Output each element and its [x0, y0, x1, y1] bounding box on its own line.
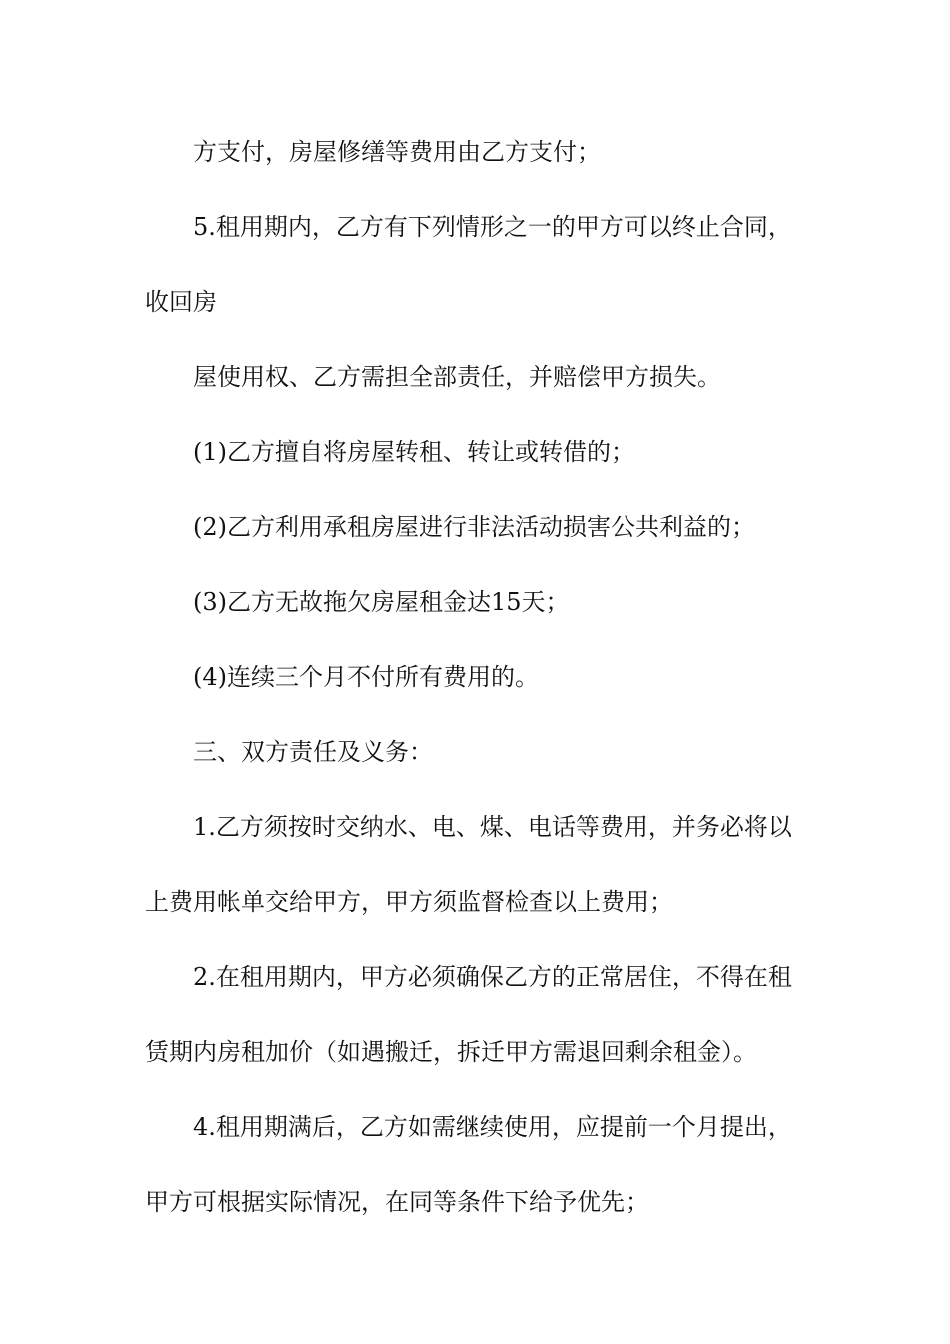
- list-item: (1)乙方擅自将房屋转租、转让或转借的；: [193, 438, 635, 466]
- list-item: (4)连续三个月不付所有费用的。: [193, 663, 539, 691]
- clause-5-heading: 5.租用期内，乙方有下列情形之一的甲方可以终止合同，: [193, 213, 792, 241]
- clause-4: 4.租用期满后，乙方如需继续使用，应提前一个月提出，: [193, 1113, 792, 1141]
- paragraph-line: 屋使用权、乙方需担全部责任，并赔偿甲方损失。: [193, 363, 721, 391]
- paragraph-line: 赁期内房租加价（如遇搬迁，拆迁甲方需退回剩余租金）。: [145, 1038, 757, 1066]
- paragraph-line: 收回房: [145, 288, 217, 316]
- clause-2: 2.在租用期内，甲方必须确保乙方的正常居住，不得在租: [193, 963, 792, 991]
- section-heading: 三、双方责任及义务：: [193, 738, 433, 766]
- list-item: (2)乙方利用承租房屋进行非法活动损害公共利益的；: [193, 513, 755, 541]
- list-item: (3)乙方无故拖欠房屋租金达15天；: [193, 588, 570, 616]
- paragraph-line: 上费用帐单交给甲方，甲方须监督检查以上费用；: [145, 888, 673, 916]
- paragraph-line: 甲方可根据实际情况，在同等条件下给予优先；: [145, 1188, 649, 1216]
- paragraph-line: 方支付，房屋修缮等费用由乙方支付；: [193, 138, 601, 166]
- clause-1: 1.乙方须按时交纳水、电、煤、电话等费用，并务必将以: [193, 813, 792, 841]
